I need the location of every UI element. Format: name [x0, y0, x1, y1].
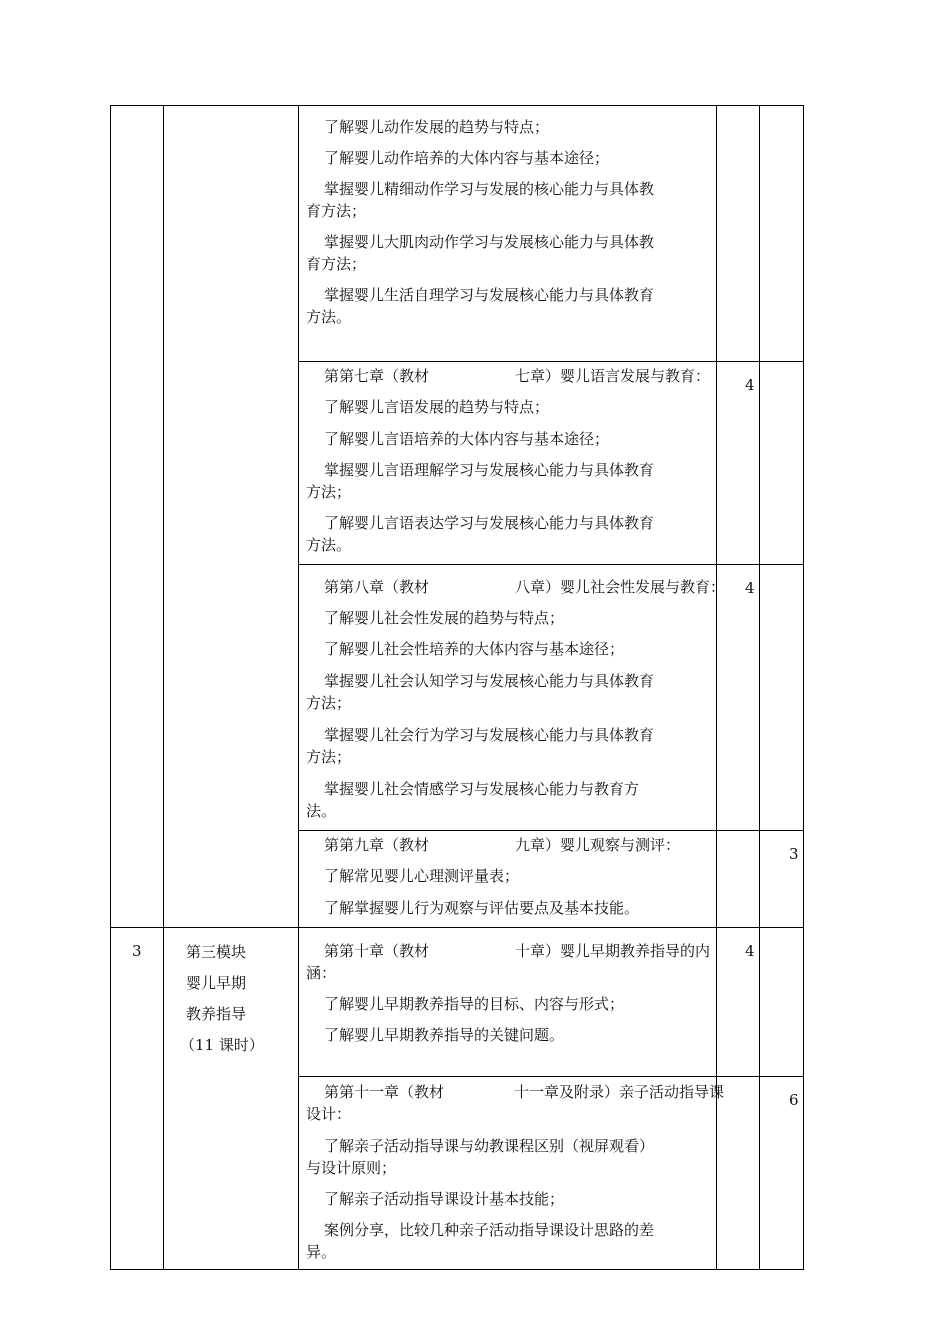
content-line: 了解婴儿言语表达学习与发展核心能力与具体教育 — [324, 514, 655, 532]
module-title-line: 教养指导 — [186, 1005, 247, 1023]
content-line: 异。 — [306, 1243, 337, 1261]
content-line: 了解婴儿早期教养指导的目标、内容与形式； — [324, 995, 625, 1013]
row-divider-3 — [298, 830, 804, 831]
hours-value: 4 — [745, 942, 755, 960]
row-divider-5 — [298, 1076, 804, 1077]
chapter-heading: 第第七章（教材 七章）婴儿语言发展与教育： — [324, 367, 711, 385]
content-line: 掌握婴儿生活自理学习与发展核心能力与具体教育 — [324, 286, 655, 304]
chapter-heading: 第第八章（教材 八章）婴儿社会性发展与教育： — [324, 578, 726, 596]
module-title-line: 第三模块 — [186, 943, 247, 961]
content-line: 掌握婴儿言语理解学习与发展核心能力与具体教育 — [324, 461, 655, 479]
row-divider-2 — [298, 564, 804, 565]
chapter-heading: 第第十一章（教材 十一章及附录）亲子活动指导课 — [324, 1083, 725, 1101]
content-line: 方法； — [306, 483, 352, 501]
content-line: 了解婴儿言语培养的大体内容与基本途径； — [324, 430, 610, 448]
col-divider-4 — [759, 105, 760, 1270]
content-line: 掌握婴儿大肌肉动作学习与发展核心能力与具体教 — [324, 233, 655, 251]
col-divider-1b — [163, 927, 164, 1270]
content-line: 方法。 — [306, 536, 352, 554]
content-line: 掌握婴儿社会认知学习与发展核心能力与具体教育 — [324, 672, 655, 690]
content-line: 了解婴儿动作发展的趋势与特点； — [324, 118, 550, 136]
content-line: 了解亲子活动指导课与幼教课程区别（视屏观看） — [324, 1137, 655, 1155]
content-line: 了解掌握婴儿行为观察与评估要点及基本技能。 — [324, 899, 640, 917]
col-divider-1 — [163, 105, 164, 928]
content-line: 涵： — [306, 964, 337, 982]
content-line: 方法。 — [306, 308, 352, 326]
row-divider-1 — [298, 361, 804, 362]
col-divider-2 — [298, 105, 299, 1270]
module-index: 3 — [132, 942, 142, 960]
content-line: 与设计原则； — [306, 1159, 397, 1177]
content-line: 了解婴儿社会性培养的大体内容与基本途径； — [324, 640, 625, 658]
chapter-heading: 第第十章（教材 十章）婴儿早期教养指导的内 — [324, 942, 711, 960]
module-hours-note: （11 课时） — [180, 1036, 264, 1054]
content-line: 育方法； — [306, 202, 367, 220]
module-title-line: 婴儿早期 — [186, 974, 247, 992]
content-line: 了解婴儿动作培养的大体内容与基本途径； — [324, 149, 610, 167]
chapter-heading: 第第九章（教材 九章）婴儿观察与测评： — [324, 836, 681, 854]
content-line: 了解婴儿言语发展的趋势与特点； — [324, 398, 550, 416]
hours-value: 4 — [745, 376, 755, 394]
content-line: 掌握婴儿精细动作学习与发展的核心能力与具体教 — [324, 180, 655, 198]
content-line: 掌握婴儿社会行为学习与发展核心能力与具体教育 — [324, 726, 655, 744]
content-line: 了解婴儿社会性发展的趋势与特点； — [324, 609, 565, 627]
table-left-border — [110, 105, 111, 1270]
hours-value: 6 — [789, 1091, 799, 1109]
content-line: 法。 — [306, 802, 337, 820]
content-line: 掌握婴儿社会情感学习与发展核心能力与教育方 — [324, 780, 640, 798]
hours-value: 4 — [745, 579, 755, 597]
table-top-border — [110, 105, 804, 106]
table-bottom-border — [110, 1269, 804, 1270]
table-right-border — [803, 105, 804, 1270]
row-divider-4 — [110, 927, 804, 928]
content-line: 方法； — [306, 748, 352, 766]
content-line: 了解亲子活动指导课设计基本技能； — [324, 1190, 565, 1208]
content-line: 方法； — [306, 694, 352, 712]
content-line: 设计： — [306, 1105, 352, 1123]
hours-value: 3 — [789, 845, 799, 863]
content-line: 了解婴儿早期教养指导的关键问题。 — [324, 1026, 565, 1044]
content-line: 育方法； — [306, 255, 367, 273]
content-line: 了解常见婴儿心理测评量表； — [324, 867, 520, 885]
content-line: 案例分享，比较几种亲子活动指导课设计思路的差 — [324, 1221, 655, 1239]
